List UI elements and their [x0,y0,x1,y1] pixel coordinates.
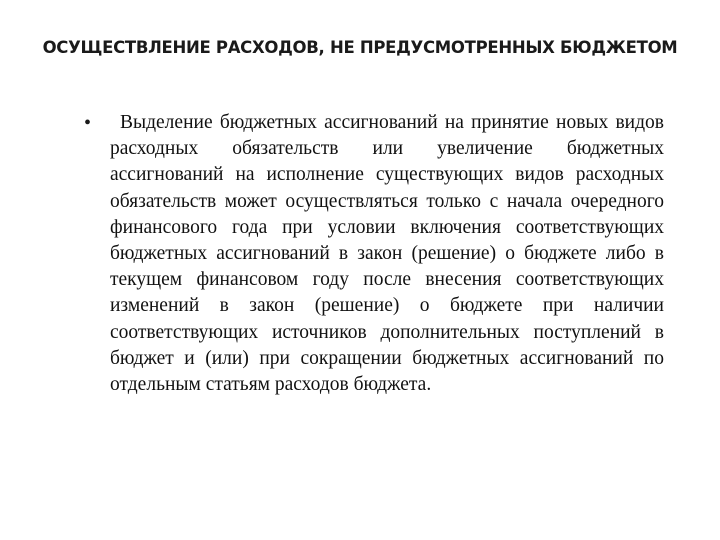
bullet-marker: • [84,112,92,134]
bullet-item [80,110,664,398]
bullet-text: Выделение бюджетных ассигнований на принятие новых видов расходных обязательств или увеличение бюджетных ассигнований на исполнение существующих видов расходных обязательств может осуществляться только с начала очередного финансового года при условии включения соответствующих бюджетных ассигнований в закон (решение) о бюджете либо в текущем финансовом году после внесения соответствующих изменений в закон (решение) о бюджете при наличии соответствующих источников дополнительных поступлений в бюджет и (или) при сокращении бюджетных ассигнований по отдельным статьям расходов бюджета. [110,112,664,396]
slide-title: ОСУЩЕСТВЛЕНИЕ РАСХОДОВ, НЕ ПРЕДУСМОТРЕННЫХ БЮДЖЕТОМ [42,38,678,57]
bullet-list [80,110,664,398]
